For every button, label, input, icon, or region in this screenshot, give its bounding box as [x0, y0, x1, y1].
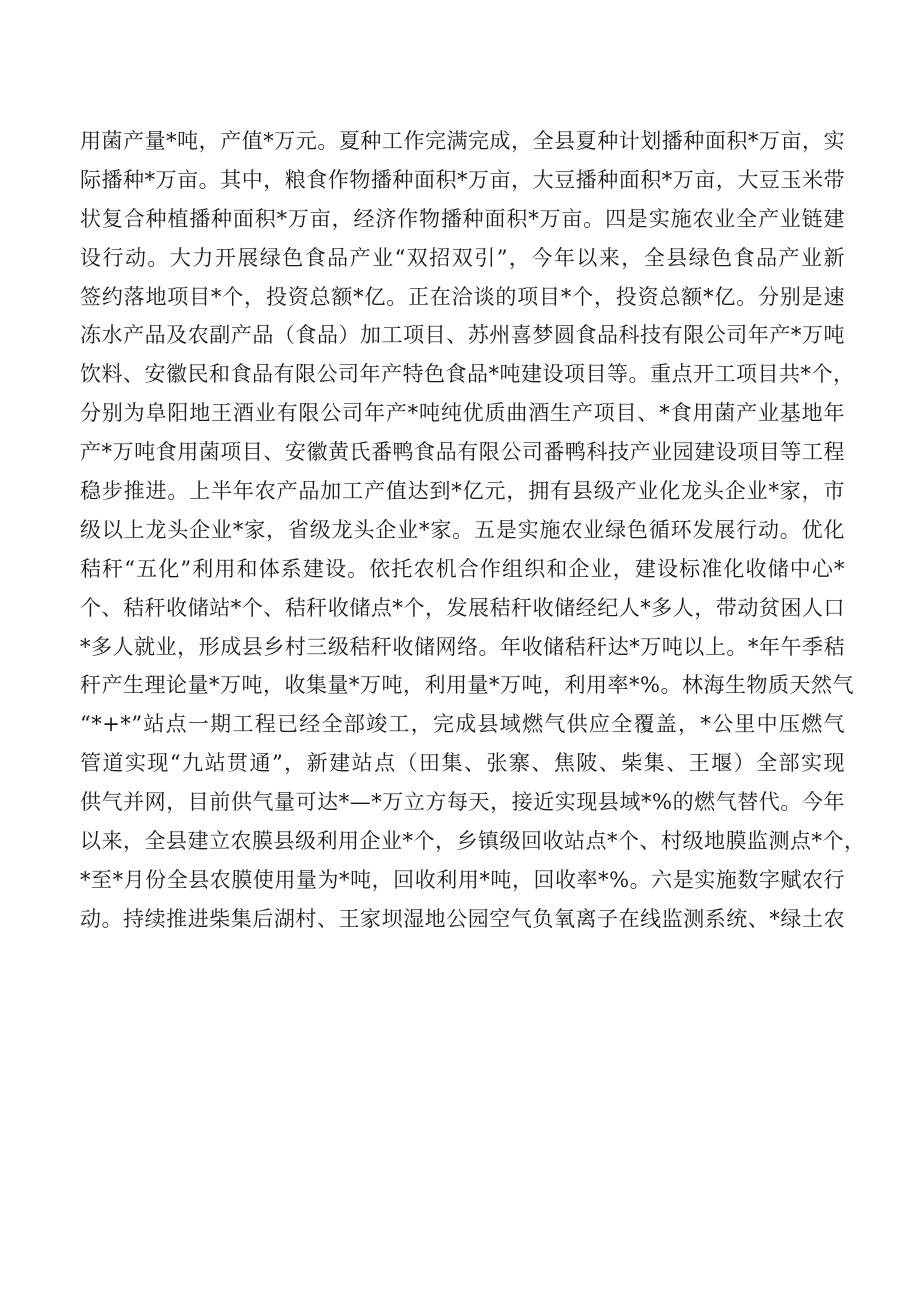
text-line-19: 以来，全县建立农膜县级利用企业*个，乡镇级回收站点*个、村级地膜监测点*个，	[80, 829, 866, 854]
body-paragraph	[80, 122, 866, 939]
text-line-20: *至*月份全县农膜使用量为*吨，回收利用*吨，回收率*%。六是实施数字赋农行	[80, 867, 845, 892]
text-line-13: 个、秸秆收储站*个、秸秆收储点*个，发展秸秆收储经纪人*多人，带动贫困人口	[80, 595, 845, 620]
text-line-10: 稳步推进。上半年农产品加工产值达到*亿元，拥有县级产业化龙头企业*家，市	[80, 479, 845, 504]
text-line-18: 供气并网，目前供气量可达*—*万立方每天，接近实现县域*%的燃气替代。今年	[80, 790, 845, 815]
text-line-17: 管道实现“九站贯通”，新建站点（田集、张寨、焦陂、柴集、王堰）全部实现	[80, 751, 845, 776]
text-line-3: 状复合种植播种面积*万亩，经济作物播种面积*万亩。四是实施农业全产业链建	[80, 206, 845, 231]
text-line-6: 冻水产品及农副产品（食品）加工项目、苏州喜梦圆食品科技有限公司年产*万吨	[80, 323, 845, 348]
text-line-5: 签约落地项目*个，投资总额*亿。正在洽谈的项目*个，投资总额*亿。分别是速	[80, 284, 845, 309]
text-line-2: 际播种*万亩。其中，粮食作物播种面积*万亩，大豆播种面积*万亩，大豆玉米带	[80, 167, 845, 192]
text-line-1: 用菌产量*吨，产值*万元。夏种工作完满完成，全县夏种计划播种面积*万亩，实	[80, 129, 845, 153]
text-line-11: 级以上龙头企业*家，省级龙头企业*家。五是实施农业绿色循环发展行动。优化	[80, 517, 845, 542]
text-line-9: 产*万吨食用菌项目、安徽黄氏番鸭食品有限公司番鸭科技产业园建设项目等工程	[80, 440, 845, 465]
text-line-21: 动。持续推进柴集后湖村、王家坝湿地公园空气负氧离子在线监测系统、*绿土农	[80, 906, 845, 931]
text-line-15: 秆产生理论量*万吨，收集量*万吨，利用量*万吨，利用率*%。林海生物质天然气	[80, 673, 854, 698]
text-line-12: 秸秆“五化”利用和体系建设。依托农机合作组织和企业，建设标准化收储中心*	[80, 556, 845, 581]
text-line-4: 设行动。大力开展绿色食品产业“双招双引”，今年以来，全县绿色食品产业新	[80, 245, 845, 270]
text-line-14: *多人就业，形成县乡村三级秸秆收储网络。年收储秸秆达*万吨以上。*年午季秸	[80, 634, 845, 659]
text-line-8: 分别为阜阳地王酒业有限公司年产*吨纯优质曲酒生产项目、*食用菌产业基地年	[80, 401, 845, 426]
text-line-16: “*+*”站点一期工程已经全部竣工，完成县域燃气供应全覆盖，*公里中压燃气	[80, 712, 845, 737]
text-line-7: 饮料、安徽民和食品有限公司年产特色食品*吨建设项目等。重点开工项目共*个，	[80, 362, 855, 387]
